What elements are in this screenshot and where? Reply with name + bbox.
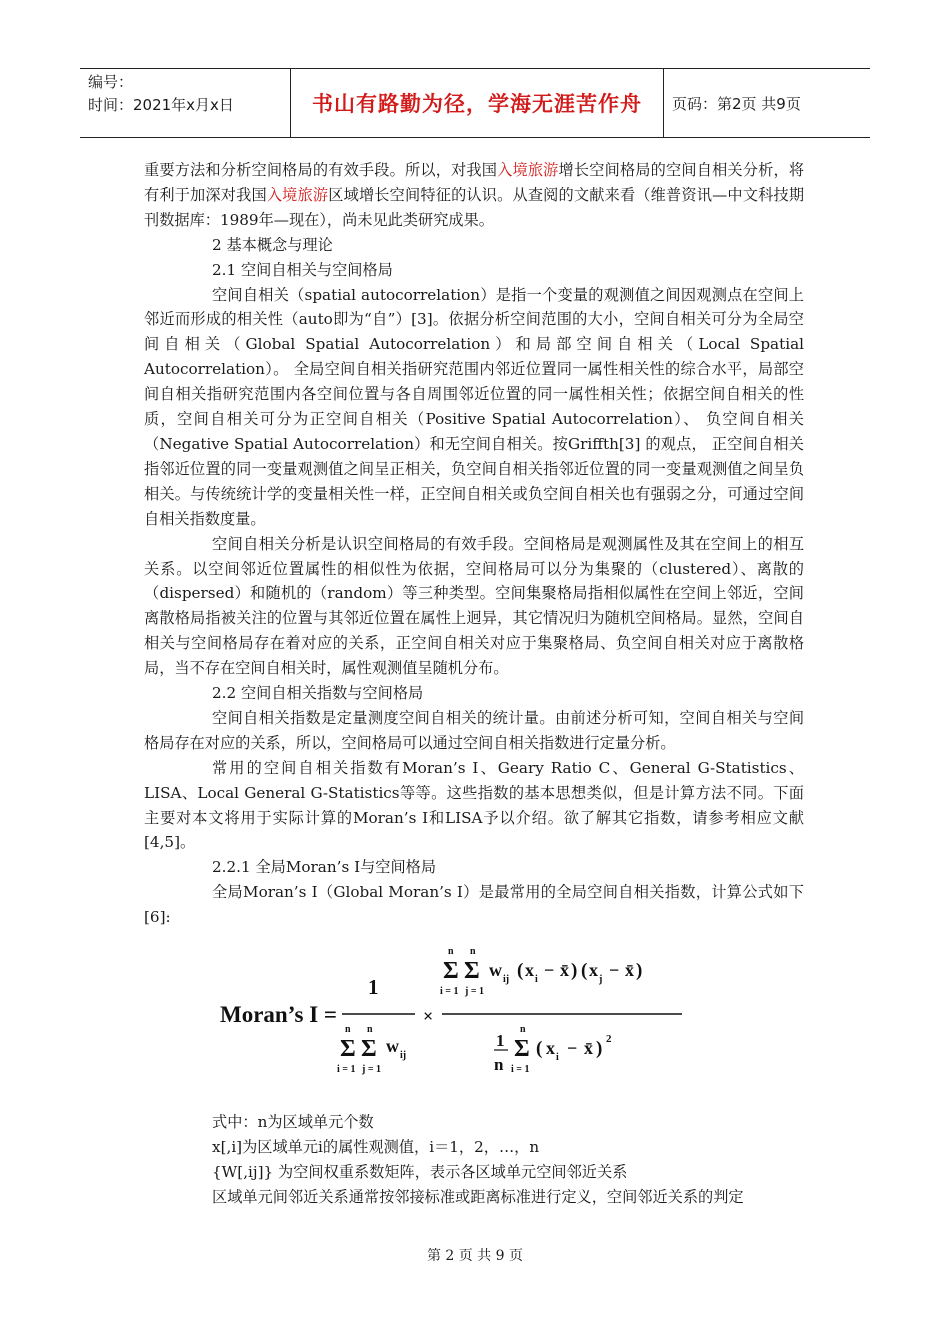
svg-text:Σ: Σ: [464, 958, 480, 985]
svg-text:Σ: Σ: [443, 958, 459, 985]
svg-text:ij: ij: [400, 1050, 407, 1062]
header-slogan: 书山有路勤为径，学海无涯苦作舟: [291, 69, 664, 137]
keyword-highlight: 入境旅游: [497, 161, 559, 179]
subsubsection-heading: 2.2.1 全局Moran’s I与空间格局: [212, 858, 437, 877]
svg-text:i = 1: i = 1: [511, 1064, 530, 1076]
formula-note: x[,i]为区域单元i的属性观测值，i＝1，2，…，n: [212, 1138, 540, 1156]
paragraph: 常用的空间自相关指数有Moran’s I、Geary Ratio C、General G-Statistics、LISA、Local General G-Statistics等等。这些指数的基本思想类似，但是计算方法不同。下面主要对本文将用于实际计算的Moran’s I和LISA予以介绍。欲了解其它指数，请参考相应文献[4,5]。: [144, 758, 804, 852]
svg-text:n: n: [494, 1055, 504, 1075]
formula-note: {W[,ij]} 为空间权重系数矩阵，表示各区域单元空间邻近关系: [212, 1162, 628, 1181]
svg-text:−: −: [567, 1038, 578, 1059]
keyword-highlight: 入境旅游: [266, 185, 329, 204]
paragraph: 全局Moran’s I（Global Moran’s I）是最常用的全局空间自相关指数，计算公式如下[6]:: [144, 883, 804, 927]
svg-text:j = 1: j = 1: [362, 1064, 382, 1076]
svg-text:n: n: [367, 1024, 373, 1036]
svg-text:): ): [636, 960, 643, 982]
doc-time-label: 时间：2021年x月x日: [88, 96, 234, 114]
paragraph: 空间自相关分析是认识空间格局的有效手段。空间格局是观测属性及其在空间上的相互关系。以空间邻近位置属性的相似性为依据，空间格局可以分为集聚的（clustered）、离散的（dispersed）和随机的（random）等三种类型。空间集聚格局指相似属性在空间上邻近，空间离散格局指被关注的位置与其邻近位置在属性上迥异，其它情况归为随机空间格局。显然，空间自相关与空间格局存在着对应的关系，正空间自相关对应于集聚格局、负空间自相关对应于离散格局，当不存在空间自相关时，属性观测值呈随机分布。: [144, 534, 804, 678]
svg-text:−: −: [544, 960, 555, 981]
paragraph: 空间自相关指数是定量测度空间自相关的统计量。由前述分析可知，空间自相关与空间格局存在对应的关系，所以，空间格局可以通过空间自相关指数进行定量分析。: [144, 708, 804, 752]
svg-text:w: w: [489, 960, 502, 981]
section-heading: 2 基本概念与理论: [212, 235, 333, 254]
header-meta: [80, 69, 291, 137]
svg-text:j: j: [599, 974, 603, 986]
svg-text:Moran’s I =: Moran’s I =: [220, 1002, 338, 1028]
svg-text:Σ: Σ: [514, 1036, 530, 1063]
svg-text:n: n: [470, 946, 476, 958]
svg-text:(: (: [517, 960, 524, 982]
svg-text:j = 1: j = 1: [465, 986, 485, 998]
svg-text:x: x: [546, 1038, 555, 1059]
subsection-heading: 2.1 空间自相关与空间格局: [212, 260, 393, 279]
svg-text:x: x: [589, 960, 598, 981]
svg-text:i: i: [556, 1052, 559, 1064]
svg-text:1: 1: [368, 975, 379, 1000]
paragraph: 空间自相关（spatial autocorrelation）是指一个变量的观测值之间因观测点在空间上邻近而形成的相关性（auto即为“自”）[3]。依据分析空间范围的大小，空间自相关可分为全局空间自相关（Global Spatial Autocorrelation）和局部空间自相关（Local Spatial Autocorrelation）。 全局空间自相关指研究范围内邻近位置同一属性相关性的综合水平，局部空间自相关指研究范围内各空间位置与各自周围邻近位置的同一属性相关性；依据空间自相关的性质，空间自相关可分为正空间自相关（Positive Spatial Autocorrelation）、 负空间自相关（Negative Spatial Autocorrelation）和无空间自相关。按Griffth[3] 的观点， 正空间自相关指邻近位置的同一变量观测值之间呈正相关，负空间自相关指邻近位置的同一变量观测值之间呈负相关。与传统统计学的变量相关性一样，正空间自相关或负空间自相关也有强弱之分，可通过空间自相关指数度量。: [144, 285, 804, 528]
morans-i-formula: [220, 946, 804, 1080]
svg-text:(: (: [581, 960, 588, 982]
svg-text:i = 1: i = 1: [337, 1064, 356, 1076]
svg-text:(: (: [536, 1038, 543, 1060]
svg-text:×: ×: [423, 1006, 434, 1027]
svg-text:Σ: Σ: [340, 1036, 356, 1063]
svg-text:−: −: [609, 960, 620, 981]
page-footer: 第 2 页 共 9 页: [426, 1248, 524, 1264]
svg-text:n: n: [345, 1024, 351, 1036]
svg-text:): ): [596, 1038, 603, 1060]
svg-text:i: i: [535, 974, 538, 986]
svg-text:n: n: [520, 1024, 526, 1036]
header-page-info: 页码：第2页 共9页: [672, 94, 801, 113]
svg-text:i = 1: i = 1: [440, 986, 459, 998]
subsection-heading: 2.2 空间自相关指数与空间格局: [212, 684, 424, 703]
svg-text:n: n: [448, 946, 454, 958]
svg-text:Σ: Σ: [361, 1036, 377, 1063]
svg-text:1: 1: [496, 1031, 505, 1051]
doc-number-label: 编号：: [88, 73, 134, 91]
document-body: [144, 158, 804, 1210]
formula-note: 区域单元间邻近关系通常按邻接标准或距离标准进行定义，空间邻近关系的判定: [212, 1187, 744, 1206]
svg-text:x̄: x̄: [625, 960, 634, 981]
svg-text:x̄: x̄: [560, 960, 569, 981]
svg-text:x: x: [525, 960, 534, 981]
svg-text:w: w: [386, 1036, 399, 1057]
svg-text:2: 2: [606, 1033, 612, 1046]
svg-text:): ): [571, 960, 578, 982]
page-header: [80, 68, 870, 138]
svg-text:x̄: x̄: [584, 1038, 593, 1059]
svg-text:ij: ij: [503, 974, 510, 986]
formula-note: 式中：n为区域单元个数: [212, 1113, 374, 1132]
paragraph-intro: 重要方法和分析空间格局的有效手段。所以，对我国入境旅游增长空间格局的空间自相关分析，将有利于加深对我国入境旅游区域增长空间特征的认识。从查阅的文献来看（维普资讯—中文科技期刊数据库：1989年—现在），尚未见此类研究成果。: [144, 161, 805, 229]
